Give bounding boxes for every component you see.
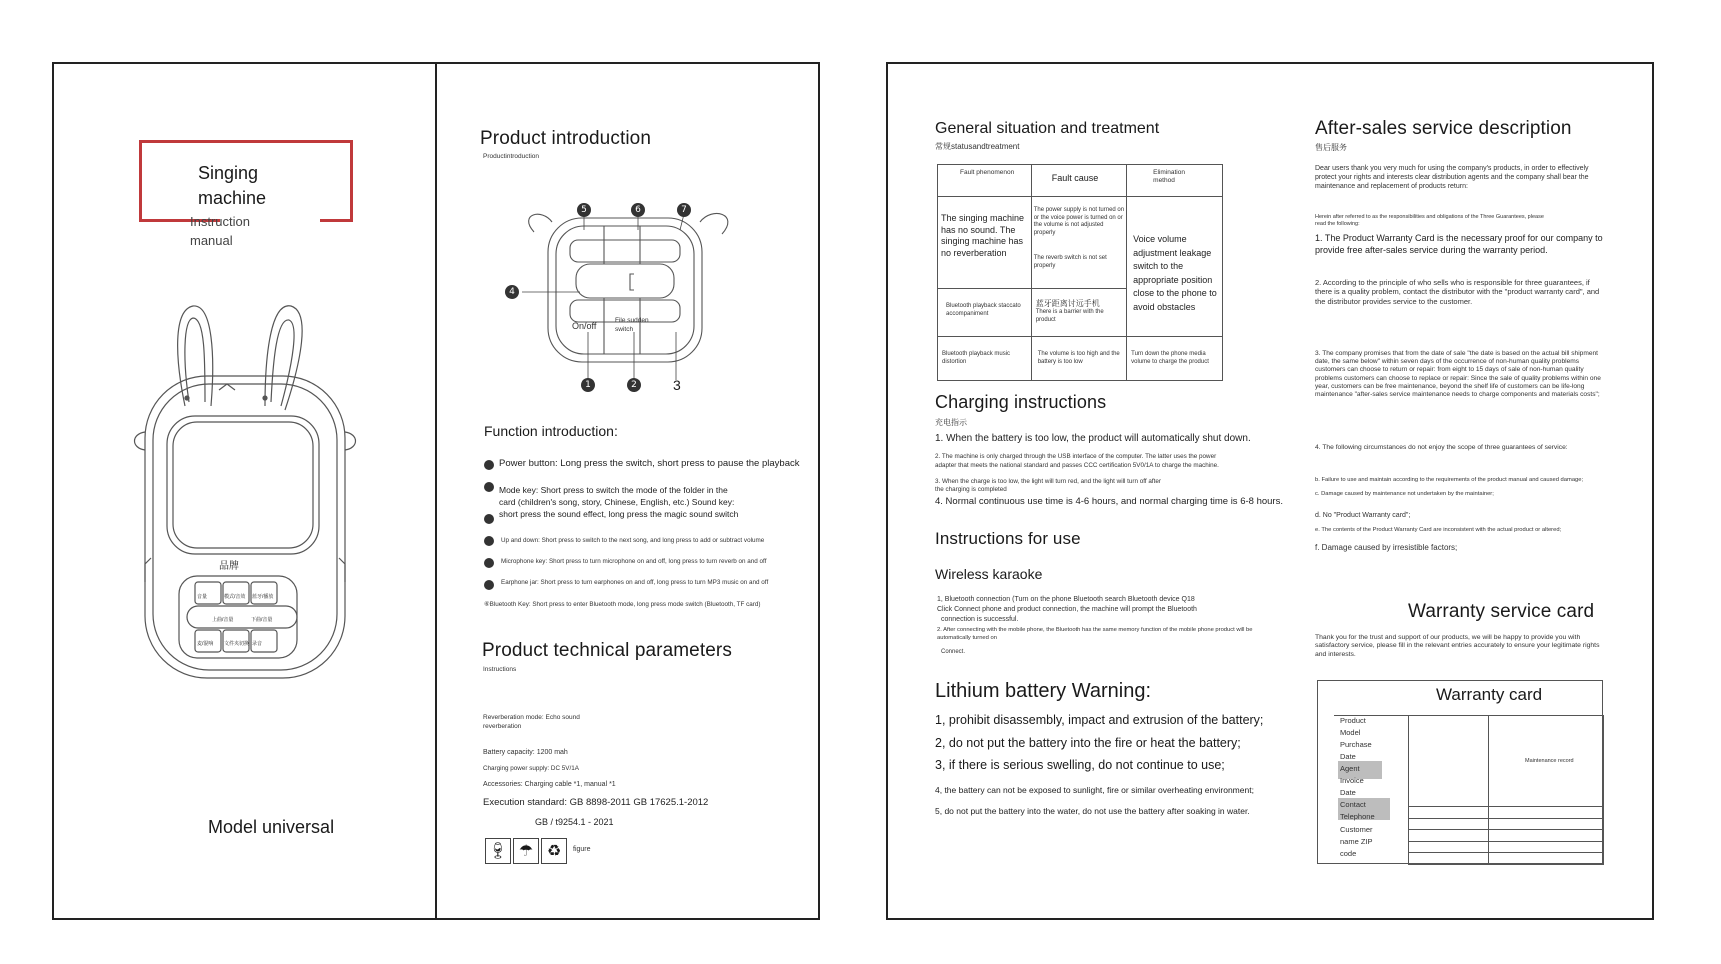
device-screen: [167, 416, 319, 554]
bullet-6: [484, 580, 494, 590]
tech-line-3: Battery capacity: 1200 mah: [483, 749, 568, 756]
aftersales-p4: 4. The following circumstances do not enjoy the scope of three guarantees of service:: [1315, 444, 1568, 451]
battery-item-1: 1, prohibit disassembly, impact and extrusion of the battery;: [935, 713, 1264, 727]
wl-invoice: Invoice: [1340, 776, 1364, 785]
maintenance-record: Maintenance record: [1489, 716, 1604, 807]
callout-1: 1: [581, 378, 595, 392]
function-item-4: short press the sound effect, long press the magic sound switch: [499, 509, 739, 519]
function-item-2: Mode key: Short press to switch the mode of the folder in the: [499, 485, 728, 495]
symptom-2: Bluetooth playback staccato accompaniment: [938, 289, 1032, 337]
bullet-1: [484, 460, 494, 470]
umbrella-icon: ☂: [513, 838, 539, 864]
tech-line-2: reverberation: [483, 723, 522, 730]
device-illustration: [125, 298, 365, 688]
usage-line-3: connection is successful.: [941, 616, 1019, 623]
usage-line-4a: 2. After connecting with the mobile phone, the Bluetooth has the same memory function of the mobile phone product will be: [937, 627, 1253, 633]
warranty-card-title: Warranty card: [1436, 685, 1543, 704]
key-label-5: 下曲/音量: [251, 617, 273, 623]
charging-line-2a: 2. The machine is only charged through the USB interface of the computer. The latter uses the power: [935, 453, 1217, 460]
wl-product: Product: [1340, 716, 1366, 725]
aftersales-d: d. No "Product Warranty card";: [1315, 512, 1411, 519]
warranty-grid: [1408, 715, 1604, 865]
aftersales-p1: 1. The Product Warranty Card is the necessary proof for our company to provide free after-sales service during the warranty period.: [1315, 233, 1603, 255]
bullet-4: [484, 536, 494, 546]
device-body: [145, 376, 345, 678]
th-cause: Fault cause: [1031, 165, 1126, 197]
battery-item-2: 2, do not put the battery into the fire or heat the battery;: [935, 736, 1241, 750]
warranty-intro: Thank you for the trust and support of our products, we will be happy to provide you with satisfactory service, please fill in the relevant entries accurately to ensure your legitimate rights and interests.: [1315, 634, 1600, 658]
function-intro-title: Function introduction:: [484, 423, 618, 439]
recycle-icon: ♻: [541, 838, 567, 864]
charging-subtitle: 充电指示: [935, 418, 967, 427]
tech-params-title: Product technical parameters: [482, 640, 732, 661]
cover-title-2: machine: [198, 188, 267, 208]
callout-6: 6: [631, 203, 645, 217]
battery-item-5: 5, do not put the battery into the water, do not use the battery after soaking in water.: [935, 806, 1250, 816]
th-method: Elimination method: [1127, 165, 1223, 197]
battery-title: Lithium battery Warning:: [935, 680, 1152, 702]
aftersales-subtitle: 售后服务: [1315, 143, 1347, 152]
callout-3: 3: [673, 377, 681, 393]
wl-date-1: Date: [1340, 752, 1356, 761]
cause-3-en: There is a barrier with the product: [1035, 309, 1104, 323]
left-ear: [178, 306, 213, 406]
callout-7: 7: [677, 203, 691, 217]
charging-line-3b: the charging is completed: [935, 486, 1007, 493]
aftersales-note: Herein after referred to as the responsibilities and obligations of the Three Guarantees, please read the following:: [1315, 214, 1544, 227]
warranty-card: [1317, 680, 1603, 864]
wl-telephone: Telephone: [1340, 812, 1375, 821]
function-item-8: ⑥Bluetooth Key: Short press to enter Bluetooth mode, long press mode switch (Bluetooth, TF card): [484, 601, 761, 608]
label-onoff: On/off: [572, 321, 597, 331]
product-intro-subtitle: Productintroduction: [483, 153, 540, 160]
usage-title: Instructions for use: [935, 529, 1081, 548]
usage-subtitle: Wireless karaoke: [935, 566, 1043, 582]
key-label-2: 模式/音效: [224, 594, 246, 600]
wl-customer: Customer: [1340, 825, 1373, 834]
cover-title-1: Singing: [198, 163, 259, 183]
key-label-3: 蓝牙/播放: [252, 594, 274, 600]
battery-item-3: 3, if there is serious swelling, do not continue to use;: [935, 758, 1225, 772]
label-file-1: File sudden: [615, 317, 649, 324]
th-phenomenon: Fault phenomenon: [938, 165, 1032, 197]
function-item-7: Earphone jar: Short press to turn earphones on and off, long press to turn MP3 music on and off: [501, 579, 769, 586]
top-view-diagram: [500, 200, 760, 390]
symptom-1: The singing machine has no sound. The singing machine has no reverberation: [938, 197, 1032, 289]
function-item-6: Microphone key: Short press to turn microphone on and off, long press to turn reverb on and off: [501, 558, 767, 565]
cause-1: [1031, 197, 1126, 289]
charging-line-4: 4. Normal continuous use time is 4-6 hours, and normal charging time is 6-8 hours.: [935, 496, 1283, 507]
tech-line-6: Execution standard: GB 8898-2011 GB 17625.1-2012: [483, 797, 709, 808]
wl-purchase: Purchase: [1340, 740, 1372, 749]
function-item-5: Up and down: Short press to switch to the next song, and long press to add or subtract volume: [501, 537, 765, 544]
aftersales-c: c. Damage caused by maintenance not undertaken by the maintainer;: [1315, 491, 1494, 497]
charging-line-1: 1. When the battery is too low, the product will automatically shut down.: [935, 433, 1251, 444]
key-label-8: 录音: [252, 641, 263, 647]
bullet-2: [484, 482, 494, 492]
usage-line-5: Connect.: [941, 649, 966, 655]
aftersales-e: e. The contents of the Product Warranty Card are inconsistent with the actual product or altered;: [1315, 527, 1562, 533]
cover-subtitle-1: Instruction: [190, 214, 250, 229]
wl-agent: Agent: [1340, 764, 1360, 773]
tech-line-1: Reverberation mode: Echo sound: [483, 714, 580, 721]
model-label: Model universal: [208, 817, 335, 837]
cause-3-cn: 蓝牙距离讨远手机: [1035, 299, 1100, 308]
general-title: General situation and treatment: [935, 120, 1160, 137]
tech-params-subtitle: Instructions: [483, 666, 517, 673]
tech-line-7: GB / t9254.1 - 2021: [535, 817, 614, 827]
aftersales-intro: Dear users thank you very much for using the company's products, in order to effectively protect your rights and interests clear distribution agents and the company shall bear the maintenance and replacement of products return:: [1315, 165, 1589, 190]
warranty-title: Warranty service card: [1408, 601, 1595, 622]
tech-line-5: Accessories: Charging cable *1, manual *1: [483, 781, 616, 788]
callout-4: 4: [505, 285, 519, 299]
usage-line-4b: automatically turned on: [937, 635, 997, 641]
bullet-3: [484, 514, 494, 524]
key-label-6: 麦/混响: [197, 641, 214, 647]
label-file-2: switch: [615, 326, 634, 333]
aftersales-b: b. Failure to use and maintain according to the requirements of the product manual and caused damage;: [1315, 477, 1584, 483]
tech-line-4: Charging power supply: DC 5V/1A: [483, 765, 579, 772]
key-label-7: 文件夹切换: [224, 641, 250, 647]
product-intro-title: Product introduction: [480, 128, 651, 149]
figure-label: figure: [573, 846, 591, 853]
charging-line-2b: adapter that meets the national standard and passes CCC certification 5V0/1A to charge the machine.: [935, 462, 1219, 469]
general-subtitle: 常规statusandtreatment: [935, 142, 1020, 151]
usage-line-2: Click Connect phone and product connection, the machine will prompt the Bluetooth: [937, 606, 1197, 613]
callout-5: 5: [577, 203, 591, 217]
wl-model: Model: [1340, 728, 1361, 737]
key-label-1: 音量: [197, 594, 208, 600]
charging-title: Charging instructions: [935, 392, 1107, 412]
cover-subtitle-2: manual: [190, 233, 233, 248]
brand-label: 品牌: [219, 561, 239, 572]
aftersales-p3: 3. The company promises that from the date of sale "the date is based on the actual bill shipment date, the same below" within seven days of the occurrence of non-human quality problems customers can choose to return or repair: from eight to 15 days of sale of non-human quality problems customers can choose to replace or repair: Since the sale of quality problems within one year, customers can be free maintenance, beyond the shelf life of customers can be life-long maintenance "after-sales service maintenance needs to charge components and materials costs";: [1315, 350, 1601, 399]
callout-2: 2: [627, 378, 641, 392]
battery-item-4: 4, the battery can not be exposed to sunlight, fire or similar overheating environment;: [935, 785, 1254, 795]
cause-2-text: The reverb switch is not set properly: [1033, 255, 1107, 269]
charging-line-3a: 3. When the charge is too low, the light will turn red, and the light will turn off after: [935, 478, 1161, 485]
key-label-4: 上曲/音量: [212, 617, 234, 623]
wl-code: code: [1340, 849, 1357, 858]
wl-date-2: Date: [1340, 788, 1356, 797]
aftersales-title: After-sales service description: [1315, 118, 1572, 139]
symptom-3: Bluetooth playback music distortion: [938, 337, 1032, 381]
function-item-3: card (children's song, story, Chinese, English, etc.) Sound key:: [499, 497, 735, 507]
cause-3: [1031, 289, 1126, 337]
aftersales-f: f. Damage caused by irresistible factors;: [1315, 543, 1458, 552]
fragile-icon: 🍷︎: [485, 838, 511, 864]
usage-line-1: 1, Bluetooth connection (Turn on the phone Bluetooth search Bluetooth device Q18: [937, 596, 1195, 603]
method-3: Turn down the phone media volume to charge the product: [1127, 337, 1223, 381]
aftersales-p2: 2. According to the principle of who sells who is responsible for three guarantees, if there is a quality problem, contact the distributor with the "product warranty card", and the distributor provides service to the customer.: [1315, 278, 1600, 306]
method-1: Voice volume adjustment leakage switch to the appropriate position close to the phone to avoid obstacles: [1127, 197, 1223, 337]
wl-name-zip: name ZIP: [1340, 837, 1373, 846]
wl-contact: Contact: [1340, 800, 1366, 809]
cause-4: The volume is too high and the battery is too low: [1031, 337, 1126, 381]
fault-table: [937, 164, 1223, 381]
bullet-5: [484, 558, 494, 568]
function-item-1: Power button: Long press the switch, short press to pause the playback: [499, 458, 800, 469]
cause-1-text: The power supply is not turned on or the voice power is turned on or the volume is not adjusted properly: [1033, 207, 1125, 236]
